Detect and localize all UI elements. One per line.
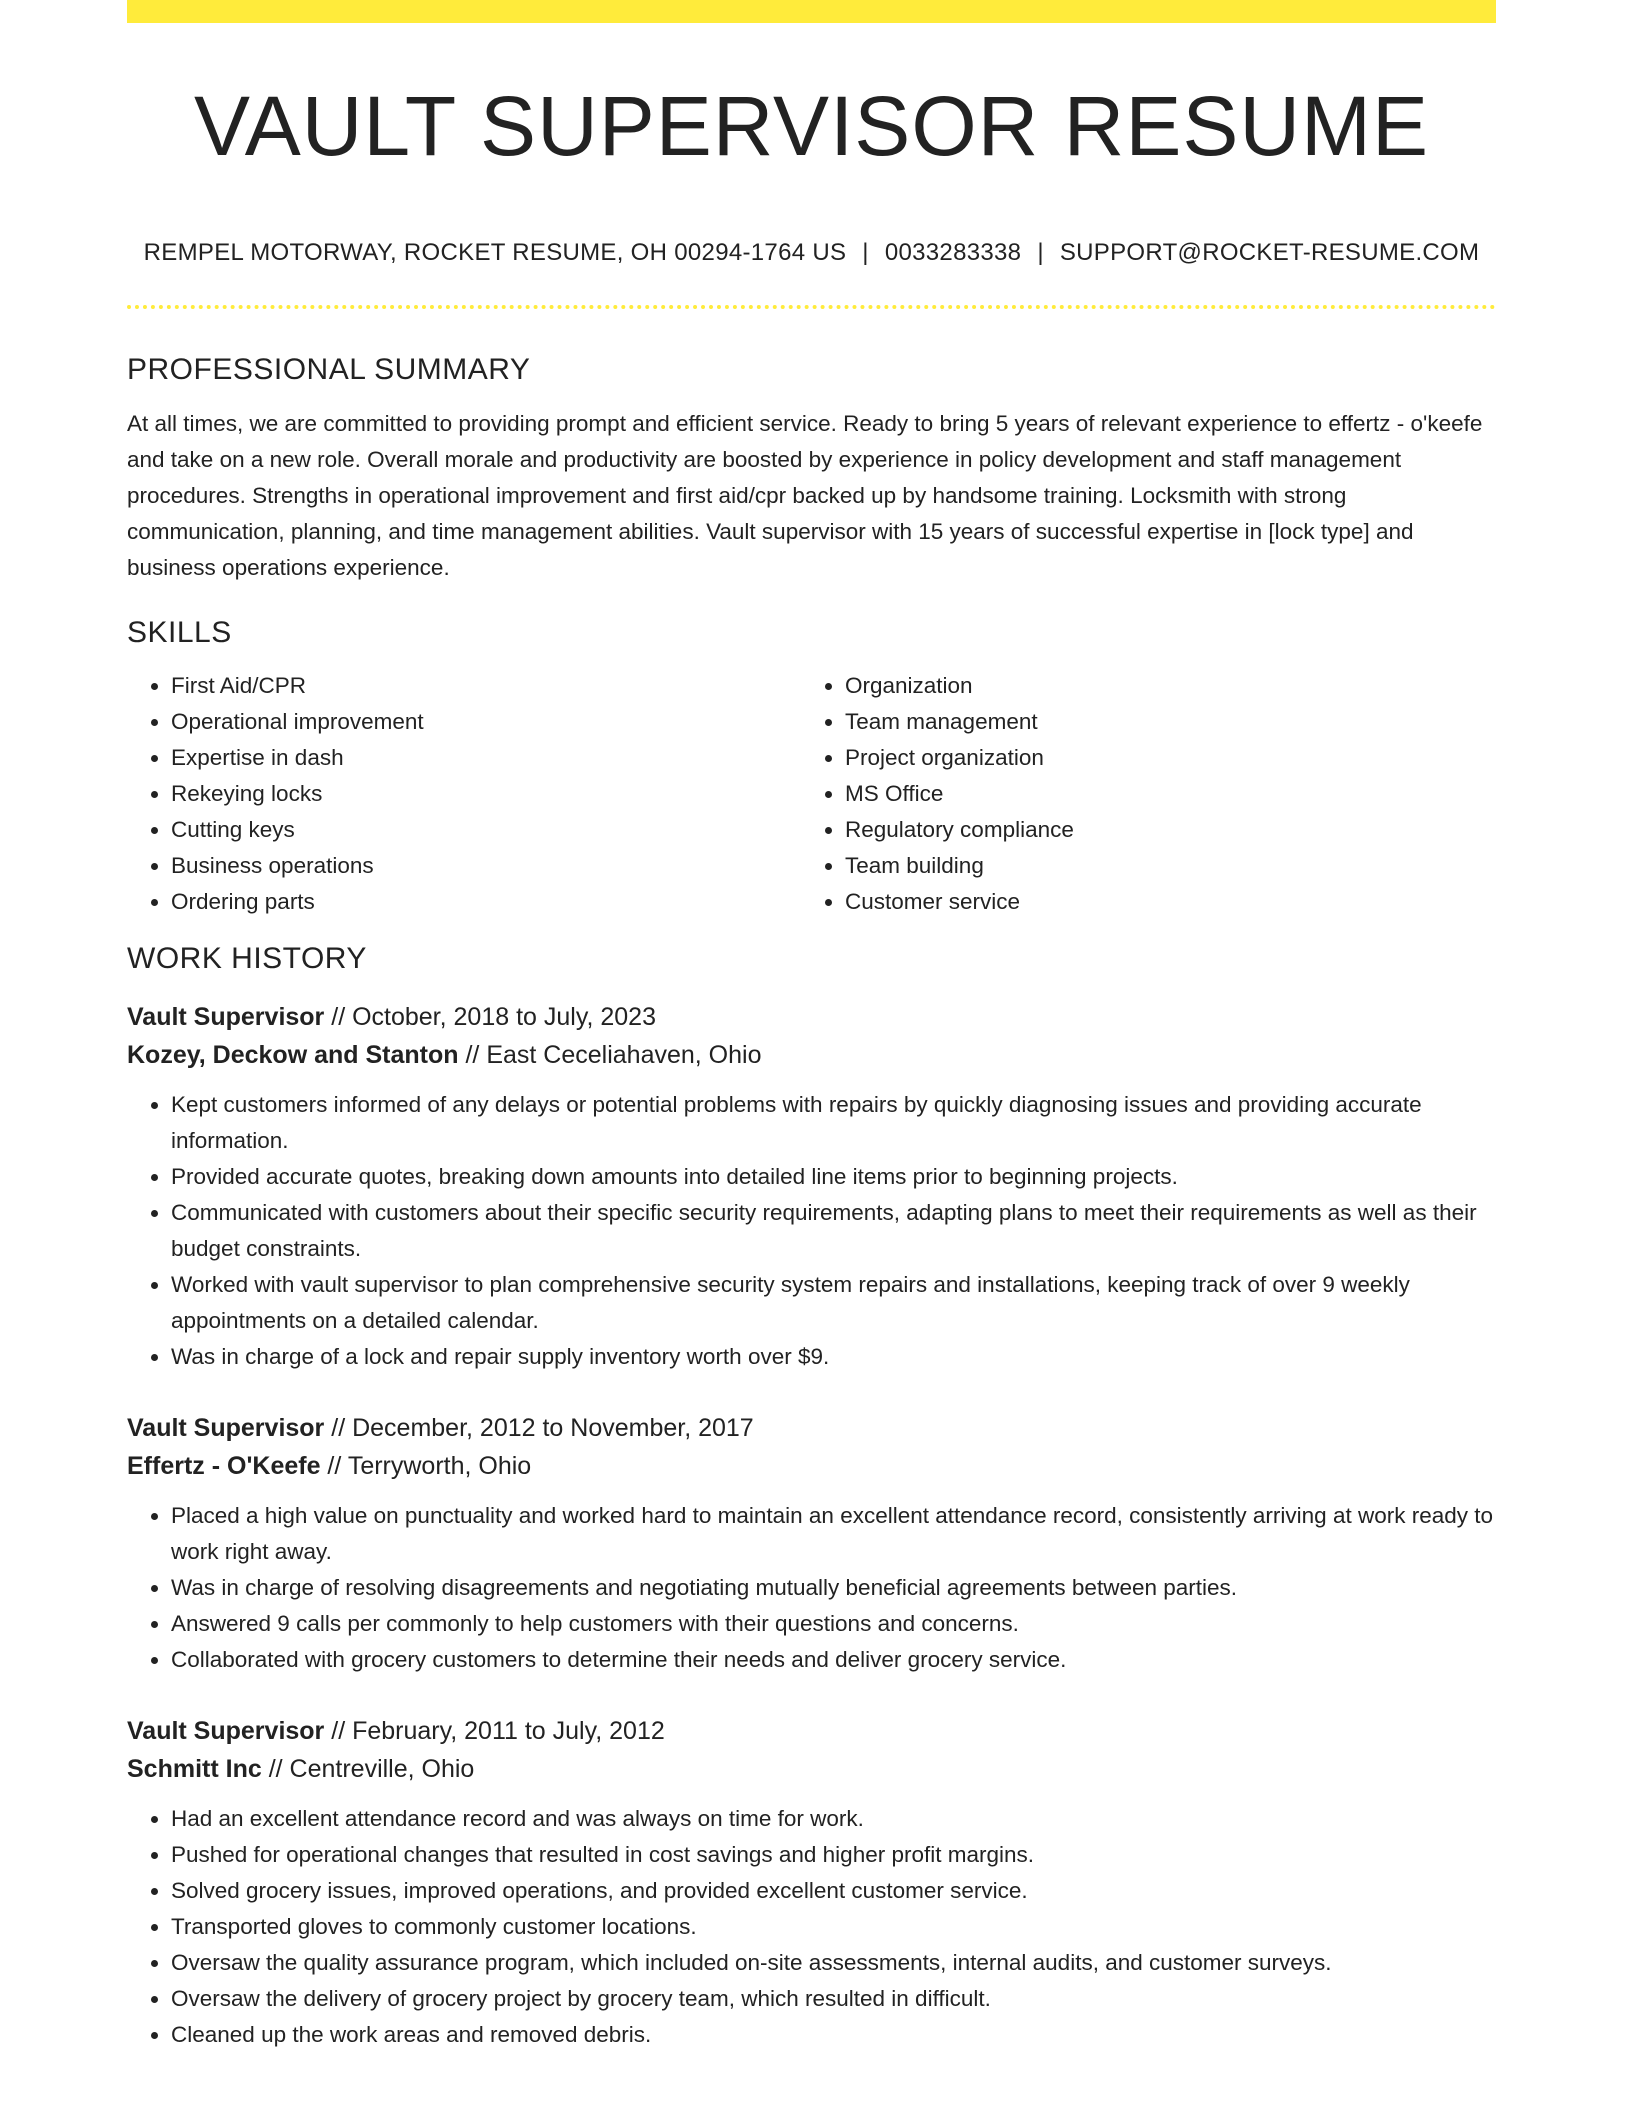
contact-email: SUPPORT@ROCKET-RESUME.COM	[1059, 239, 1480, 266]
job-title: Vault Supervisor	[127, 1717, 325, 1745]
job-bullet: • Kept customers informed of any delays or potential problems with repairs by quickly diagnosing issues and providing accurate information.	[171, 1087, 1496, 1159]
job-title-line	[127, 1409, 1496, 1447]
contact-phone: 0033283338	[884, 239, 1022, 266]
skill-item: • Rekeying locks	[171, 776, 801, 812]
job-location: // East Ceceliahaven, Ohio	[458, 1041, 762, 1069]
job-bullet: • Answered 9 calls per commonly to help customers with their questions and concerns.	[171, 1606, 1496, 1642]
skill-item: • First Aid/CPR	[171, 668, 801, 704]
skill-item: • Expertise in dash	[171, 740, 801, 776]
skill-item: • Team building	[845, 848, 1475, 884]
skill-item: • Project organization	[845, 740, 1475, 776]
job-title-line	[127, 1712, 1496, 1750]
job-entry	[127, 1712, 1496, 2053]
job-bullet: • Pushed for operational changes that resulted in cost savings and higher profit margins.	[171, 1837, 1496, 1873]
job-location: // Centreville, Ohio	[261, 1755, 475, 1783]
job-title: Vault Supervisor	[127, 1003, 325, 1031]
job-company: Effertz - O'Keefe	[127, 1452, 321, 1480]
job-bullet: • Solved grocery issues, improved operations, and provided excellent customer service.	[171, 1873, 1496, 1909]
summary-heading: PROFESSIONAL SUMMARY	[127, 353, 531, 386]
accent-top-bar	[127, 0, 1496, 23]
summary-section	[127, 353, 1496, 586]
skill-item: • Regulatory compliance	[845, 812, 1475, 848]
skill-item: • Operational improvement	[171, 704, 801, 740]
work-history-section	[127, 942, 1496, 2053]
job-bullets	[127, 1498, 1496, 1678]
skill-item: • Cutting keys	[171, 812, 801, 848]
job-company-line	[127, 1750, 1496, 1788]
skill-item: • MS Office	[845, 776, 1475, 812]
skill-item: • Organization	[845, 668, 1475, 704]
job-bullet: • Had an excellent attendance record and was always on time for work.	[171, 1801, 1496, 1837]
skills-columns	[127, 668, 1496, 920]
job-dates: // February, 2011 to July, 2012	[324, 1717, 665, 1745]
skills-list-right	[801, 668, 1475, 920]
resume-body	[127, 353, 1496, 2053]
contact-address: REMPEL MOTORWAY, ROCKET RESUME, OH 00294-1764 US	[143, 239, 847, 266]
job-bullets	[127, 1801, 1496, 2053]
job-dates: // December, 2012 to November, 2017	[324, 1414, 754, 1442]
contact-separator: |	[1037, 239, 1044, 266]
skills-heading: SKILLS	[127, 616, 232, 649]
job-bullet: • Worked with vault supervisor to plan comprehensive security system repairs and installations, keeping track of over 9 weekly appointments on a detailed calendar.	[171, 1267, 1496, 1339]
job-bullet: • Placed a high value on punctuality and worked hard to maintain an excellent attendance record, consistently arriving at work ready to work right away.	[171, 1498, 1496, 1570]
job-title: Vault Supervisor	[127, 1414, 325, 1442]
skill-item: • Customer service	[845, 884, 1475, 920]
job-location: // Terryworth, Ohio	[320, 1452, 532, 1480]
job-company: Kozey, Deckow and Stanton	[127, 1041, 459, 1069]
skill-item: • Business operations	[171, 848, 801, 884]
job-title-line	[127, 998, 1496, 1036]
job-bullet: • Transported gloves to commonly customer locations.	[171, 1909, 1496, 1945]
skill-item: • Ordering parts	[171, 884, 801, 920]
resume-title: VAULT SUPERVISOR RESUME	[193, 79, 1430, 173]
job-bullet: • Provided accurate quotes, breaking down amounts into detailed line items prior to beginning projects.	[171, 1159, 1496, 1195]
job-company-line	[127, 1036, 1496, 1074]
job-entry	[127, 1409, 1496, 1678]
skill-item: • Team management	[845, 704, 1475, 740]
job-company-line	[127, 1447, 1496, 1485]
contact-line	[127, 239, 1496, 267]
job-bullet: • Oversaw the delivery of grocery project by grocery team, which resulted in difficult.	[171, 1981, 1496, 2017]
job-bullet: • Collaborated with grocery customers to determine their needs and deliver grocery service.	[171, 1642, 1496, 1678]
skills-section	[127, 616, 1496, 920]
contact-separator: |	[862, 239, 869, 266]
job-bullet: • Was in charge of resolving disagreements and negotiating mutually beneficial agreements between parties.	[171, 1570, 1496, 1606]
job-company: Schmitt Inc	[127, 1755, 262, 1783]
skills-list-left	[127, 668, 801, 920]
summary-text: At all times, we are committed to providing prompt and efficient service. Ready to bring 5 years of relevant experience to effertz - o'keefe and take on a new role. Overall morale and productivity are boosted by experience in policy development and staff management procedures. Strengths in operational improvement and first aid/cpr backed up by handsome training. Locksmith with strong communication, planning, and time management abilities. Vault supervisor with 15 years of successful expertise in [lock type] and business operations experience.	[127, 411, 1483, 580]
job-bullet: • Oversaw the quality assurance program, which included on-site assessments, internal audits, and customer surveys.	[171, 1945, 1496, 1981]
dotted-divider	[127, 305, 1496, 309]
job-entry	[127, 998, 1496, 1375]
job-bullet: • Cleaned up the work areas and removed debris.	[171, 2017, 1496, 2053]
job-bullet: • Communicated with customers about their specific security requirements, adapting plans to meet their requirements as well as their budget constraints.	[171, 1195, 1496, 1267]
work-history-heading: WORK HISTORY	[127, 942, 367, 975]
job-bullets	[127, 1087, 1496, 1375]
job-bullet: • Was in charge of a lock and repair supply inventory worth over $9.	[171, 1339, 1496, 1375]
job-dates: // October, 2018 to July, 2023	[324, 1003, 656, 1031]
